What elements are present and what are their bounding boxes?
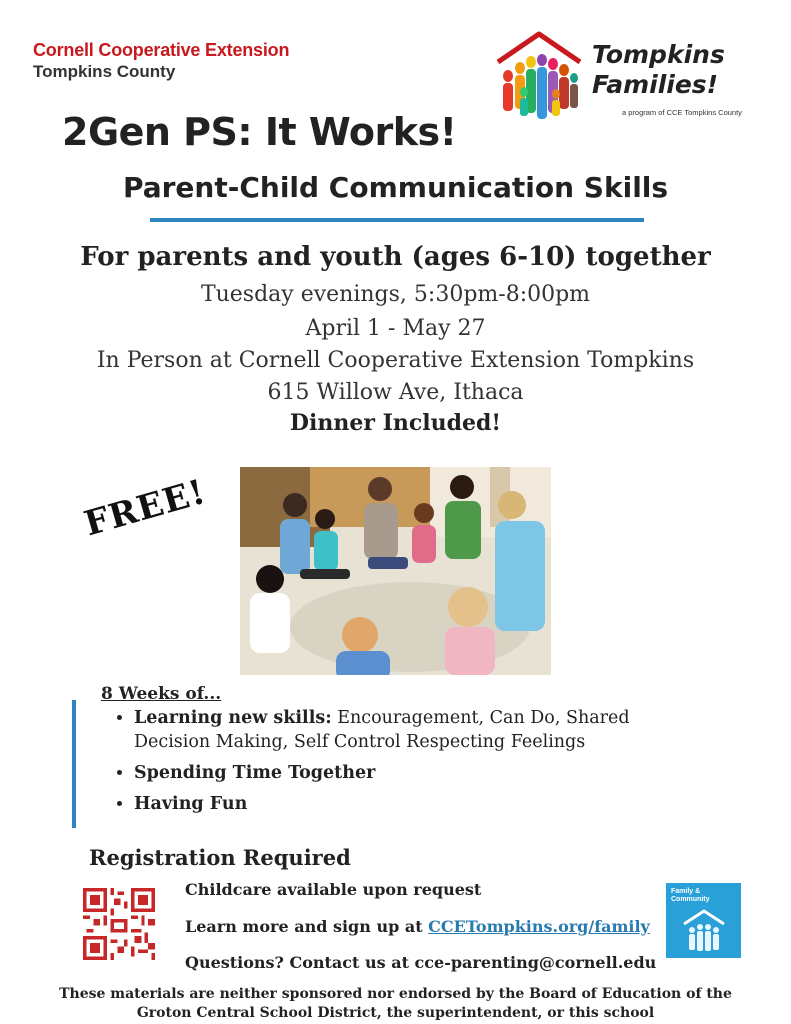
cce-org-county: Tompkins County <box>33 62 176 81</box>
list-item-bold: Learning new skills: <box>134 708 332 728</box>
disclaimer <box>0 985 791 1023</box>
disclaimer-line2: Groton Central School District, the superintendent, or this school <box>136 1005 655 1021</box>
cce-org-name: Cornell Cooperative Extension <box>33 40 290 60</box>
weeks-accent-bar <box>72 700 76 828</box>
audience-text: For parents and youth (ages 6-10) together <box>80 242 711 272</box>
list-item-bold: Spending Time Together <box>134 763 376 783</box>
disclaimer-line1: These materials are neither sponsored nor endorsed by the Board of Education of the <box>59 986 732 1002</box>
family-house-icon <box>680 908 728 954</box>
title-divider <box>150 218 644 222</box>
address-text: 615 Willow Ave, Ithaca <box>267 380 524 405</box>
list-item-text: Encouragement, Can Do, Shared Decision Making, Self Control Respecting Feelings <box>134 708 630 752</box>
contact-text: Questions? Contact us at cce-parenting@cornell.edu <box>185 953 657 972</box>
tompkins-families-logo-icon <box>494 30 584 125</box>
list-item <box>134 706 674 754</box>
registration-heading: Registration Required <box>89 845 351 870</box>
page-subtitle: Parent-Child Communication Skills <box>122 171 669 204</box>
page-title: 2Gen PS: It Works! <box>62 110 457 154</box>
signup-text <box>185 917 650 936</box>
signup-prefix: Learn more and sign up at <box>185 917 429 936</box>
free-label: FREE! <box>80 471 211 545</box>
signup-link[interactable]: CCETompkins.org/family <box>428 917 650 936</box>
list-item-bold: Having Fun <box>134 794 248 814</box>
dates-text: April 1 - May 27 <box>305 316 486 341</box>
dinner-text: Dinner Included! <box>289 410 502 436</box>
list-item <box>134 792 674 816</box>
list-item <box>134 761 674 785</box>
childcare-text: Childcare available upon request <box>185 880 482 899</box>
group-circle-photo <box>240 467 551 675</box>
location-text: In Person at Cornell Cooperative Extension Tompkins <box>96 348 695 373</box>
family-community-label: Family & Community <box>671 888 710 903</box>
qr-code-icon[interactable] <box>83 888 155 960</box>
brand-title <box>592 40 725 100</box>
brand-title-line2: Families! <box>592 70 719 99</box>
brand-subtitle: a program of CCE Tompkins County <box>622 108 742 117</box>
weeks-heading: 8 Weeks of... <box>101 684 222 704</box>
schedule-text: Tuesday evenings, 5:30pm-8:00pm <box>200 282 591 307</box>
weeks-list <box>114 706 674 823</box>
brand-title-line1: Tompkins <box>592 40 725 69</box>
